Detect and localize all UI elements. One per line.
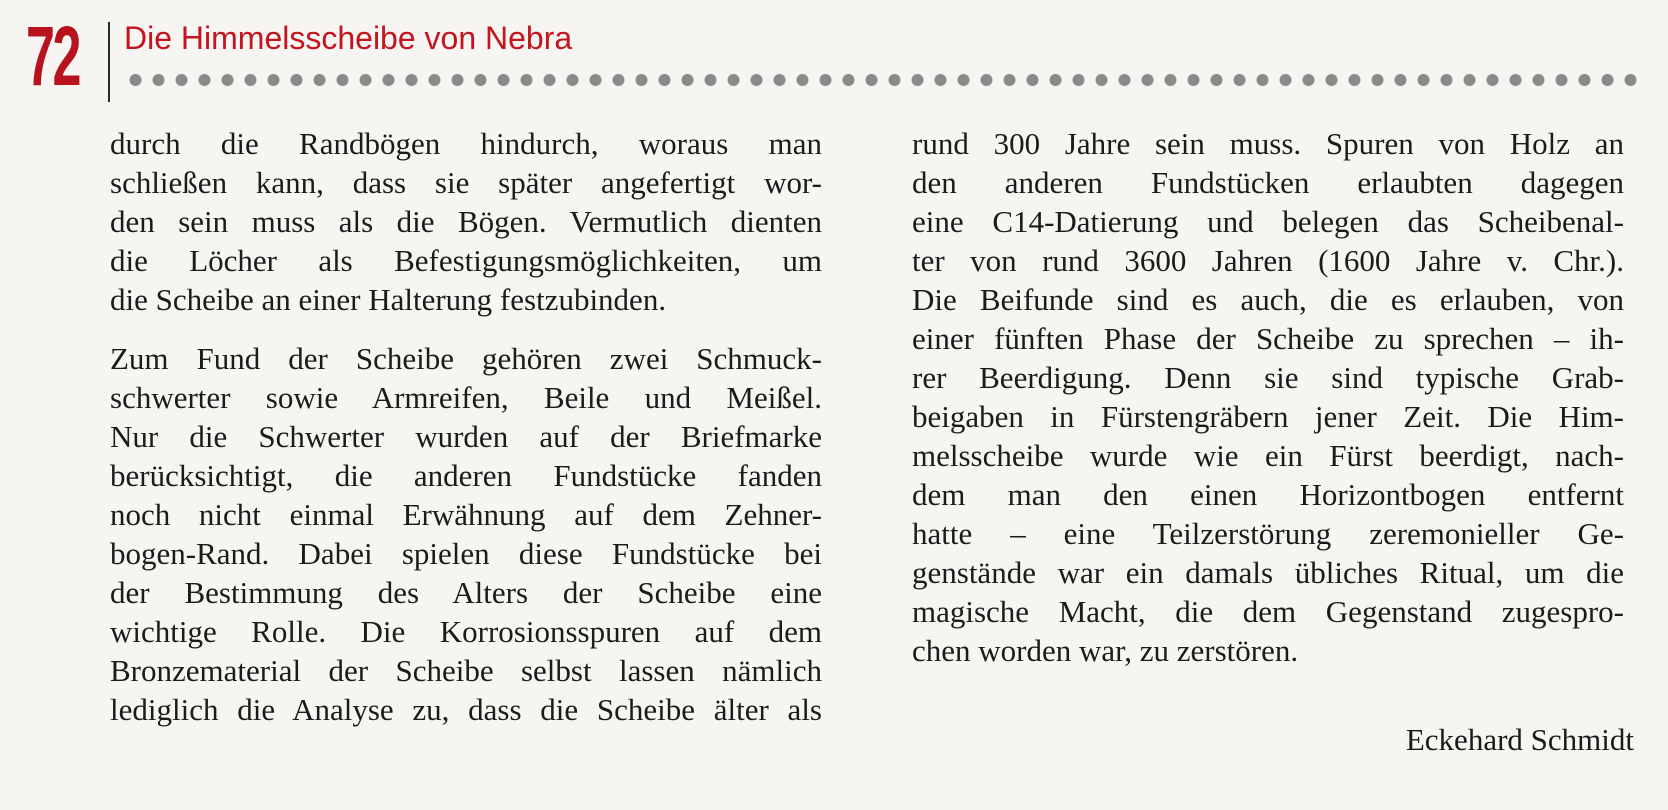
text-line: die Scheibe an einer Halterung festzubinden. [110, 282, 667, 317]
text-line: berücksichtigt, die anderen Fundstücke fanden [110, 458, 822, 493]
header-divider [108, 22, 110, 102]
text-line: rer Beerdigung. Denn sie sind typische Grab- [912, 360, 1624, 395]
text-line: Bronzematerial der Scheibe selbst lassen nämlich [110, 653, 822, 688]
running-title: Die Himmelsscheibe von Nebra [124, 20, 573, 56]
text-line: chen worden war, zu zerstören. [912, 633, 1299, 668]
text-line: beigaben in Fürstengräbern jener Zeit. Die Him- [912, 399, 1624, 434]
author-signature: Eckehard Schmidt [1405, 722, 1634, 757]
text-line: Zum Fund der Scheibe gehören zwei Schmuck- [110, 341, 822, 376]
paragraph [110, 124, 822, 319]
text-line: wichtige Rolle. Die Korrosionsspuren auf dem [110, 614, 822, 649]
dotted-rule [124, 72, 1644, 88]
paragraph [912, 124, 1624, 670]
paragraph [110, 339, 822, 729]
text-line: schließen kann, dass sie später angefertigt wor- [110, 165, 822, 200]
text-line: durch die Randbögen hindurch, woraus man [110, 126, 822, 161]
text-line: melsscheibe wurde wie ein Fürst beerdigt, nach- [912, 438, 1624, 473]
text-line: eine C14-Datierung und belegen das Scheibenal- [912, 204, 1624, 239]
text-line: genstände war ein damals übliches Ritual, um die [912, 555, 1624, 590]
text-line: Die Beifunde sind es auch, die es erlauben, von [912, 282, 1624, 317]
text-line: rund 300 Jahre sein muss. Spuren von Holz an [912, 126, 1624, 161]
text-line: lediglich die Analyse zu, dass die Scheibe älter als [110, 692, 822, 727]
text-line: Nur die Schwerter wurden auf der Briefmarke [110, 419, 822, 454]
page-number: 72 [26, 9, 79, 103]
text-line: den anderen Fundstücken erlaubten dagegen [912, 165, 1624, 200]
text-line: den sein muss als die Bögen. Vermutlich dienten [110, 204, 822, 239]
text-line: einer fünften Phase der Scheibe zu sprechen – ih- [912, 321, 1624, 356]
text-line: hatte – eine Teilzerstörung zeremonieller Ge- [912, 516, 1624, 551]
right-column [912, 124, 1624, 670]
text-line: der Bestimmung des Alters der Scheibe eine [110, 575, 822, 610]
text-line: magische Macht, die dem Gegenstand zugespro- [912, 594, 1624, 629]
left-column [110, 124, 822, 729]
text-line: ter von rund 3600 Jahren (1600 Jahre v. Chr.). [912, 243, 1624, 278]
paragraph-spacer [110, 319, 822, 339]
text-line: die Löcher als Befestigungsmöglichkeiten, um [110, 243, 822, 278]
text-line: noch nicht einmal Erwähnung auf dem Zehner- [110, 497, 822, 532]
text-line: schwerter sowie Armreifen, Beile und Meißel. [110, 380, 822, 415]
text-line: bogen-Rand. Dabei spielen diese Fundstücke bei [110, 536, 822, 571]
text-line: dem man den einen Horizontbogen entfernt [912, 477, 1624, 512]
